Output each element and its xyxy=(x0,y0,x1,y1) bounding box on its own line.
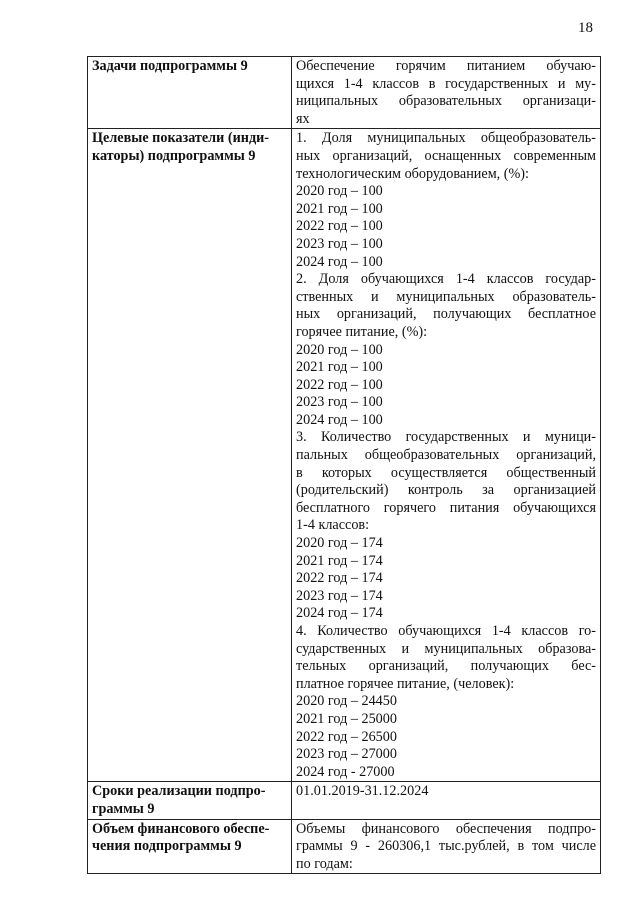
row-value-cell xyxy=(292,129,601,782)
row-value-line: 2024 год – 174 xyxy=(296,605,383,622)
row-value-line: (родительский) контроль за организацией xyxy=(296,482,596,499)
row-label-cell xyxy=(88,57,292,129)
row-value-line: 2023 год – 174 xyxy=(296,587,383,604)
row-label-cell xyxy=(88,819,292,874)
row-value-line: 2021 год – 174 xyxy=(296,552,383,569)
row-value-line: 1. Доля муниципальных общеобразователь- xyxy=(296,130,596,147)
row-value-line: 2024 год - 27000 xyxy=(296,763,395,780)
row-value-line: 2020 год – 100 xyxy=(296,341,383,358)
row-label-line: Целевые показатели (инди- xyxy=(92,130,270,147)
row-value-line: граммы 9 - 260306,1 тыс.рублей, в том числе xyxy=(296,838,596,855)
row-value-line: 2022 год – 100 xyxy=(296,376,383,393)
row-value-line: Обеспечение горячим питанием обучаю- xyxy=(296,58,596,74)
row-value-line: 01.01.2019-31.12.2024 xyxy=(296,783,429,800)
row-value-line: пальных общеобразовательных организаций, xyxy=(296,447,596,464)
row-value-line: ственных и муниципальных образователь- xyxy=(296,288,596,305)
row-value-cell xyxy=(292,819,601,874)
row-value-line: щихся 1-4 классов в государственных и му- xyxy=(296,75,596,92)
row-value-line: 1-4 классов: xyxy=(296,517,370,534)
row-label-line: Задачи подпрограммы 9 xyxy=(92,58,248,74)
row-label-line: чения подпрограммы 9 xyxy=(92,838,242,855)
row-value-line: 2021 год – 100 xyxy=(296,359,383,376)
row-value-line: 2022 год – 26500 xyxy=(296,728,397,745)
table-row xyxy=(88,129,601,782)
row-value-line: 2023 год – 100 xyxy=(296,394,383,411)
row-value-line: горячее питание, (%): xyxy=(296,323,428,340)
row-value-line: технологическим оборудованием, (%): xyxy=(296,165,529,182)
page-number: 18 xyxy=(578,20,593,36)
row-value-line: ных организаций, получающих бесплатное xyxy=(296,306,596,323)
row-label-line: Объем финансового обеспе- xyxy=(92,820,270,837)
row-value-line: 2024 год – 100 xyxy=(296,253,383,270)
row-value-line: 2023 год – 100 xyxy=(296,235,383,252)
row-value-line: 2021 год – 100 xyxy=(296,200,383,217)
table-row xyxy=(88,57,601,129)
row-value-line: по годам: xyxy=(296,855,353,872)
row-value-line: тельных организаций, получающих бес- xyxy=(296,658,596,675)
row-value-line: 2021 год – 25000 xyxy=(296,710,397,727)
row-value-line: бесплатного горячего питания обучающихся xyxy=(296,499,596,516)
row-value-line: ных организаций, оснащенных современным xyxy=(296,147,596,164)
row-value-line: сударственных и муниципальных образова- xyxy=(296,640,596,657)
row-value-line: 2022 год – 100 xyxy=(296,218,383,235)
row-value-line: 3. Количество государственных и муници- xyxy=(296,429,596,446)
table-row xyxy=(88,819,601,874)
row-value-line: Объемы финансового обеспечения подпро- xyxy=(296,820,596,837)
row-value-line: 2020 год – 100 xyxy=(296,183,383,200)
row-value-line: 2023 год – 27000 xyxy=(296,746,397,763)
row-value-line: ях xyxy=(296,110,310,127)
row-label-cell xyxy=(88,782,292,819)
row-label-line: каторы) подпрограммы 9 xyxy=(92,147,256,164)
row-value-line: в которых осуществляется общественный xyxy=(296,464,596,481)
row-value-line: платное горячее питание, (человек): xyxy=(296,675,515,692)
row-value-line: 2020 год – 24450 xyxy=(296,693,397,710)
subprogram-passport-table xyxy=(87,56,601,874)
passport-table-body xyxy=(88,57,601,874)
row-value-cell xyxy=(292,57,601,129)
row-value-line: 2024 год – 100 xyxy=(296,411,383,428)
row-value-cell xyxy=(292,782,601,819)
row-label-line: Сроки реализации подпро- xyxy=(92,783,266,800)
row-value-line: 2020 год – 174 xyxy=(296,535,383,552)
row-value-line: 2. Доля обучающихся 1-4 классов государ- xyxy=(296,271,596,288)
row-value-line: 2022 год – 174 xyxy=(296,570,383,587)
row-value-line: 4. Количество обучающихся 1-4 классов го- xyxy=(296,623,596,639)
table-row xyxy=(88,782,601,819)
row-value-line: ниципальных образовательных организаци- xyxy=(296,93,596,110)
row-label-line: граммы 9 xyxy=(92,800,155,817)
row-label-cell xyxy=(88,129,292,782)
